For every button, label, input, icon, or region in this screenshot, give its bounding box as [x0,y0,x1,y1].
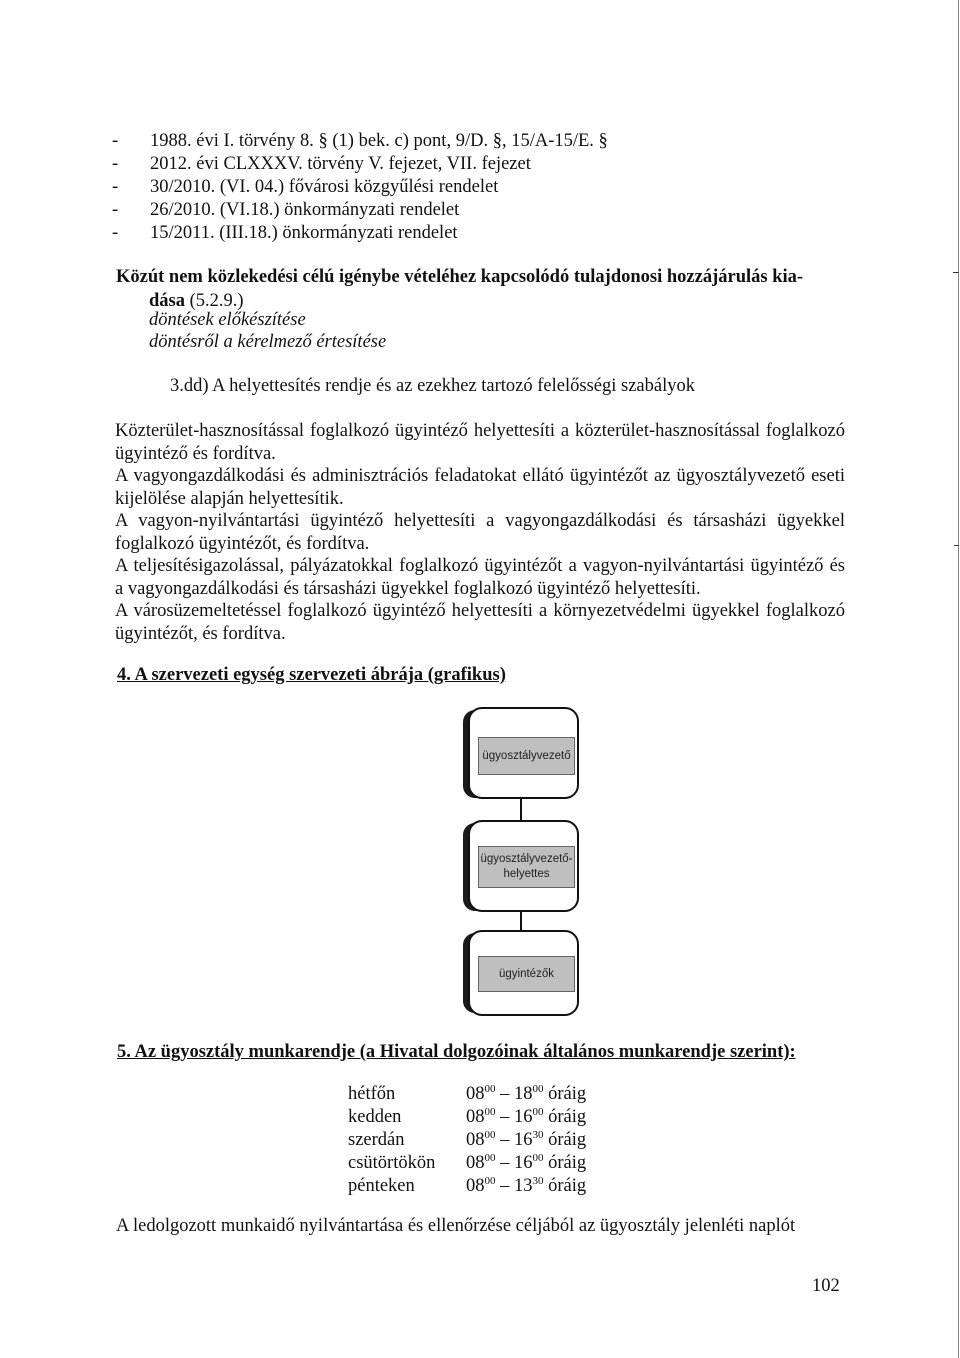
schedule-row [348,1129,586,1152]
schedule-day: kedden [348,1107,402,1127]
law-item: - 15/2011. (III.18.) önkormányzati rendelet [112,223,458,243]
schedule-to-m: 00 [532,1082,544,1095]
schedule-suffix: óráig [548,1084,587,1104]
scan-mark [953,272,959,273]
italic-item: döntések előkészítése [149,310,306,330]
org-box-ugyintezok: ügyintézők [478,956,575,992]
subheading: 3.dd) A helyettesítés rendje és az ezekhez tartozó felelősségi szabályok [170,376,695,396]
schedule-to-h: 18 [514,1084,533,1104]
schedule-time: $08^{00} - 18^{00}$ óráig [466,1082,587,1104]
schedule-suffix: óráig [548,1176,587,1196]
schedule-time: $08^{00} - 16^{00}$ óráig [466,1105,587,1127]
paragraph: A teljesítésigazolással, pályázatokkal foglalkozó ügyintézőt a vagyon-nyilvántartási ügyintéző és a vagyongazdálkodási és társasházi ügyekkel foglalkozó ügyintéző helyettesíti. [115,556,845,599]
schedule-from-h: 08 [466,1084,485,1104]
scan-mark [954,545,959,546]
schedule-suffix: óráig [548,1130,587,1150]
schedule-row [348,1106,586,1129]
schedule-row [348,1175,586,1198]
schedule-from-h: 08 [466,1130,485,1150]
schedule-to-h: 13 [514,1176,533,1196]
scan-edge [958,0,959,1358]
schedule-to-h: 16 [514,1107,533,1127]
schedule-day: csütörtökön [348,1153,436,1173]
paragraph: Közterület-hasznosítással foglalkozó ügyintéző helyettesíti a közterület-hasznosítással foglalkozó ügyintéző és fordítva. [115,421,845,464]
section-heading: Közút nem közlekedési célú igénybe vételéhez kapcsolódó tulajdonosi hozzájárulás kia- [116,267,804,287]
schedule-time: $08^{00} - 16^{00}$ óráig [466,1151,587,1173]
italic-item: döntésről a kérelmező értesítése [149,332,387,352]
schedule-row [348,1152,586,1175]
schedule-day: szerdán [348,1130,405,1150]
schedule-to-m: 30 [532,1174,544,1187]
schedule-day: hétfőn [348,1084,396,1104]
paragraph-block [115,420,845,645]
section4-title: 4. A szervezeti egység szervezeti ábrája (grafikus) [117,665,506,685]
org-box-line: helyettes [503,868,550,880]
schedule-from-h: 08 [466,1107,485,1127]
schedule-from-h: 08 [466,1153,485,1173]
law-item: - 1988. évi I. törvény 8. § (1) bek. c) pont, 9/D. §, 15/A-15/E. § [112,131,608,151]
schedule-time: $08^{00} - 13^{30}$ óráig [466,1174,587,1196]
schedule-to-h: 16 [514,1130,533,1150]
schedule-from-m: 00 [484,1174,496,1187]
schedule-from-h: 08 [466,1176,485,1196]
schedule-from-m: 00 [484,1151,496,1164]
closing-line: A ledolgozott munkaidő nyilvántartása és ellenőrzése céljából az ügyosztály jelenléti naplót [116,1216,796,1236]
schedule-suffix: óráig [548,1107,587,1127]
org-box-helyettes [478,846,575,888]
section-heading-line2: dása (5.2.9.) [149,291,244,311]
org-box-line: ügyosztályvezető- [480,853,573,865]
schedule-day: pénteken [348,1176,415,1196]
org-box-ugyosztalyvezeto: ügyosztályvezető [478,737,575,775]
law-item: - 2012. évi CLXXXV. törvény V. fejezet, VII. fejezet [112,154,531,174]
schedule-to-m: 30 [532,1128,544,1141]
schedule-to-m: 00 [532,1151,544,1164]
schedule-from-m: 00 [484,1105,496,1118]
paragraph: A vagyon-nyilvántartási ügyintéző helyettesíti a vagyongazdálkodási és társasházi ügyekkel foglalkozó ügyintézőt, és fordítva. [115,511,845,554]
schedule-row [348,1083,586,1106]
schedule-from-m: 00 [484,1082,496,1095]
law-item: - 30/2010. (VI. 04.) fővárosi közgyűlési rendelet [112,177,499,197]
schedule-table [348,1083,586,1198]
schedule-time: $08^{00} - 16^{30}$ óráig [466,1128,587,1150]
schedule-from-m: 00 [484,1128,496,1141]
schedule-to-m: 00 [532,1105,544,1118]
section5-title: 5. Az ügyosztály munkarendje (a Hivatal dolgozóinak általános munkarendje szerint): [117,1042,796,1062]
schedule-suffix: óráig [548,1153,587,1173]
paragraph: A városüzemeltetéssel foglalkozó ügyintéző helyettesíti a környezetvédelmi ügyekkel foglalkozó ügyintézőt, és fordítva. [115,601,845,644]
law-item: - 26/2010. (VI.18.) önkormányzati rendelet [112,200,460,220]
schedule-to-h: 16 [514,1153,533,1173]
paragraph: A vagyongazdálkodási és adminisztrációs feladatokat ellátó ügyintézőt az ügyosztályvezető eseti kijelölése alapján helyettesítik. [115,466,845,509]
page-number: 102 [812,1276,840,1296]
